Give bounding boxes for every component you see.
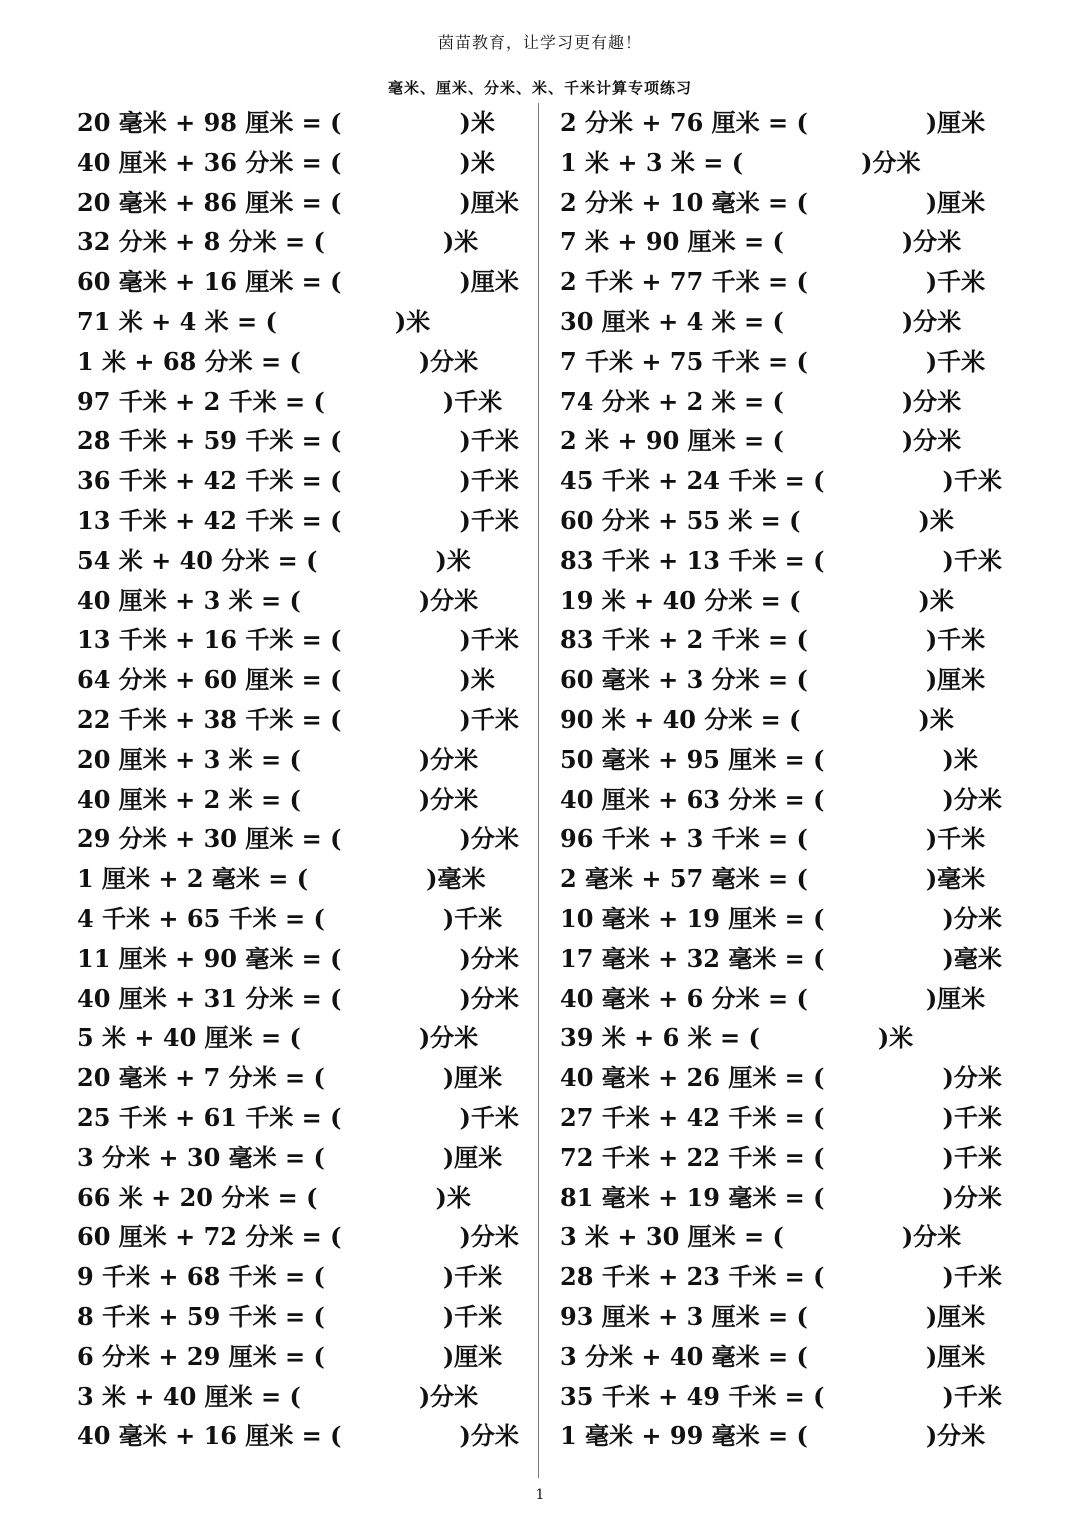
answer-unit: )厘米 [925,187,986,217]
answer-unit: )厘米 [925,983,986,1013]
problem-row [560,899,1020,939]
problem-expression: 1 毫米 + 99 毫米 = ( [560,1421,808,1451]
problem-expression: 6 分米 + 29 厘米 = ( [77,1341,325,1371]
problem-expression: 40 厘米 + 3 米 = ( [77,585,301,615]
problem-row [77,302,527,342]
problem-row [77,183,527,223]
problem-expression: 83 千米 + 13 千米 = ( [560,545,825,575]
problem-expression: 20 毫米 + 86 厘米 = ( [77,187,342,217]
problem-row [560,103,1020,143]
answer-unit: )厘米 [442,1341,503,1371]
problem-row [77,660,527,700]
problem-row [560,501,1020,541]
problem-row [77,262,527,302]
problem-expression: 39 米 + 6 米 = ( [560,1023,760,1053]
answer-unit: )米 [877,1023,914,1053]
problem-row [77,1018,527,1058]
answer-unit: )千米 [942,1262,1002,1292]
answer-unit: )分米 [418,585,479,615]
problem-row [560,1217,1020,1257]
problem-expression: 20 厘米 + 3 米 = ( [77,744,301,774]
problem-row [77,143,527,183]
problem-expression: 3 米 + 40 厘米 = ( [77,1381,301,1411]
problem-expression: 60 毫米 + 3 分米 = ( [560,665,808,695]
answer-unit: )千米 [925,625,986,655]
problem-expression: 2 分米 + 76 厘米 = ( [560,108,808,137]
problem-row [560,660,1020,700]
problem-row [77,859,527,899]
problem-expression: 9 千米 + 68 千米 = ( [77,1262,325,1292]
answer-unit: )千米 [942,1142,1002,1172]
answer-unit: )分米 [418,1381,479,1411]
problem-expression: 40 毫米 + 6 分米 = ( [560,983,808,1013]
problem-expression: 2 分米 + 10 毫米 = ( [560,187,808,217]
answer-unit: )分米 [925,1421,986,1451]
answer-unit: )分米 [861,147,921,177]
problem-row [77,899,527,939]
problem-expression: 17 毫米 + 32 毫米 = ( [560,943,825,973]
problem-expression: 27 千米 + 42 千米 = ( [560,1102,825,1132]
left-column [77,103,527,1456]
problem-expression: 40 厘米 + 63 分米 = ( [560,784,825,814]
answer-unit: )分米 [459,983,519,1013]
answer-unit: )千米 [942,545,1002,575]
problem-expression: 50 毫米 + 95 厘米 = ( [560,744,825,774]
problem-row [77,740,527,780]
answer-unit: )分米 [459,1421,519,1451]
problem-expression: 40 厘米 + 31 分米 = ( [77,983,342,1013]
problem-expression: 2 毫米 + 57 毫米 = ( [560,864,808,894]
problem-expression: 40 厘米 + 36 分米 = ( [77,147,342,177]
problem-row [77,1138,527,1178]
problem-row [560,819,1020,859]
worksheet-title: 毫米、厘米、分米、米、千米计算专项练习 [387,79,692,97]
problem-expression: 1 米 + 3 米 = ( [560,147,744,177]
answer-unit: )米 [442,227,479,257]
problem-row [560,222,1020,262]
answer-unit: )米 [918,505,954,535]
answer-unit: )千米 [442,1301,503,1331]
problem-expression: 72 千米 + 22 千米 = ( [560,1142,825,1172]
problem-expression: 28 千米 + 23 千米 = ( [560,1262,825,1292]
problem-expression: 83 千米 + 2 千米 = ( [560,625,808,655]
problem-row [560,1297,1020,1337]
problem-expression: 93 厘米 + 3 厘米 = ( [560,1301,808,1331]
answer-unit: )厘米 [925,665,986,695]
answer-unit: )厘米 [442,1063,503,1093]
answer-unit: )厘米 [459,187,519,217]
problem-expression: 96 千米 + 3 千米 = ( [560,824,808,854]
problem-row [77,1337,527,1377]
answer-unit: )分米 [901,426,962,456]
problem-expression: 32 分米 + 8 分米 = ( [77,227,325,257]
problem-row [560,700,1020,740]
answer-unit: )分米 [418,1023,479,1053]
problem-expression: 13 千米 + 42 千米 = ( [77,505,342,535]
answer-unit: )分米 [418,784,479,814]
problem-expression: 1 厘米 + 2 毫米 = ( [77,864,309,894]
problem-expression: 35 千米 + 49 千米 = ( [560,1381,825,1411]
answer-unit: )分米 [459,943,519,973]
answer-unit: )分米 [418,346,479,376]
problem-row [77,1377,527,1417]
problem-expression: 40 毫米 + 26 厘米 = ( [560,1063,825,1093]
problem-row [77,700,527,740]
problem-row [560,183,1020,223]
problem-row [77,342,527,382]
answer-unit: )米 [394,306,431,336]
answer-unit: )千米 [942,1381,1002,1411]
answer-unit: )分米 [942,903,1002,933]
answer-unit: )毫米 [942,943,1002,973]
problem-expression: 36 千米 + 42 千米 = ( [77,466,342,496]
problem-expression: 8 千米 + 59 千米 = ( [77,1301,325,1331]
answer-unit: )千米 [925,824,986,854]
answer-unit: )分米 [459,824,519,854]
problem-row [560,1178,1020,1218]
problem-row [560,143,1020,183]
problem-expression: 30 厘米 + 4 米 = ( [560,306,784,336]
answer-unit: )米 [459,108,495,137]
answer-unit: )分米 [901,1222,962,1252]
answer-unit: )厘米 [442,1142,503,1172]
problem-row [560,1098,1020,1138]
problem-expression: 90 米 + 40 分米 = ( [560,704,801,734]
problem-expression: 3 米 + 30 厘米 = ( [560,1222,784,1252]
answer-unit: )千米 [925,267,986,297]
problem-row [77,1098,527,1138]
problem-row [77,103,527,143]
problem-row [560,1018,1020,1058]
problem-row [560,740,1020,780]
answer-unit: )米 [918,585,954,615]
problem-expression: 97 千米 + 2 千米 = ( [77,386,325,416]
problem-expression: 64 分米 + 60 厘米 = ( [77,665,342,695]
problem-row [560,541,1020,581]
problem-expression: 29 分米 + 30 厘米 = ( [77,824,342,854]
answer-unit: )毫米 [925,864,986,894]
page-number: 1 [535,1487,545,1503]
problem-row [560,1416,1020,1456]
answer-unit: )千米 [459,625,519,655]
problem-row [77,1178,527,1218]
problem-row [560,342,1020,382]
problem-expression: 11 厘米 + 90 毫米 = ( [77,943,342,973]
answer-unit: )千米 [459,466,519,496]
problem-row [77,1416,527,1456]
problem-expression: 7 千米 + 75 千米 = ( [560,346,808,376]
answer-unit: )千米 [459,505,519,535]
answer-unit: )厘米 [925,1301,986,1331]
problem-row [560,859,1020,899]
problem-row [77,222,527,262]
problem-expression: 54 米 + 40 分米 = ( [77,545,318,575]
answer-unit: )厘米 [459,267,519,297]
problem-row [560,1257,1020,1297]
problem-expression: 40 厘米 + 2 米 = ( [77,784,301,814]
problem-expression: 66 米 + 20 分米 = ( [77,1182,318,1212]
answer-unit: )米 [918,704,954,734]
problem-row [77,780,527,820]
answer-unit: )毫米 [426,864,486,894]
problem-row [77,501,527,541]
answer-unit: )千米 [459,426,519,456]
answer-unit: )分米 [901,386,962,416]
problem-expression: 20 毫米 + 7 分米 = ( [77,1063,325,1093]
problem-row [560,939,1020,979]
answer-unit: )千米 [442,903,503,933]
problem-row [77,979,527,1019]
problem-row [77,382,527,422]
answer-unit: )分米 [418,744,479,774]
problem-expression: 28 千米 + 59 千米 = ( [77,426,342,456]
problem-expression: 45 千米 + 24 千米 = ( [560,466,825,496]
problem-row [560,302,1020,342]
problem-expression: 3 分米 + 30 毫米 = ( [77,1142,325,1172]
right-column [560,103,1020,1456]
answer-unit: )分米 [942,784,1002,814]
problem-row [77,1297,527,1337]
answer-unit: )分米 [942,1182,1002,1212]
problem-expression: 71 米 + 4 米 = ( [77,306,277,336]
answer-unit: )米 [459,147,495,177]
problem-row [77,581,527,621]
answer-unit: )米 [435,1182,471,1212]
problem-expression: 7 米 + 90 厘米 = ( [560,227,784,257]
problem-expression: 22 千米 + 38 千米 = ( [77,704,342,734]
problem-row [560,1377,1020,1417]
problem-row [560,780,1020,820]
answer-unit: )分米 [459,1222,519,1252]
answer-unit: )厘米 [925,1341,986,1371]
answer-unit: )米 [942,744,978,774]
problem-expression: 60 分米 + 55 米 = ( [560,505,801,535]
problem-expression: 13 千米 + 16 千米 = ( [77,625,342,655]
problem-expression: 2 米 + 90 厘米 = ( [560,426,784,456]
problem-row [77,620,527,660]
answer-unit: )分米 [901,306,962,336]
problem-row [77,1058,527,1098]
problem-expression: 60 毫米 + 16 厘米 = ( [77,267,342,297]
answer-unit: )千米 [942,466,1002,496]
problem-row [560,1058,1020,1098]
problem-expression: 81 毫米 + 19 毫米 = ( [560,1182,825,1212]
answer-unit: )米 [459,665,495,695]
problem-row [560,620,1020,660]
problem-row [77,541,527,581]
problem-row [77,421,527,461]
answer-unit: )千米 [925,346,986,376]
answer-unit: )千米 [459,1102,519,1132]
problem-expression: 40 毫米 + 16 厘米 = ( [77,1421,342,1451]
answer-unit: )千米 [442,1262,503,1292]
problem-row [560,421,1020,461]
problem-row [560,461,1020,501]
problem-expression: 3 分米 + 40 毫米 = ( [560,1341,808,1371]
problem-expression: 4 千米 + 65 千米 = ( [77,903,325,933]
problem-row [77,939,527,979]
problem-expression: 74 分米 + 2 米 = ( [560,386,784,416]
problem-row [77,461,527,501]
problem-row [560,382,1020,422]
problem-expression: 25 千米 + 61 千米 = ( [77,1102,342,1132]
answer-unit: )千米 [942,1102,1002,1132]
problem-expression: 1 米 + 68 分米 = ( [77,346,301,376]
answer-unit: )厘米 [925,108,986,137]
problem-expression: 2 千米 + 77 千米 = ( [560,267,808,297]
problem-row [560,1138,1020,1178]
problem-row [77,1257,527,1297]
page-header: 茵苗教育，让学习更有趣！ [437,33,642,52]
problem-row [560,262,1020,302]
column-divider [538,103,539,1478]
answer-unit: )分米 [901,227,962,257]
answer-unit: )千米 [459,704,519,734]
answer-unit: )米 [435,545,471,575]
problem-row [560,1337,1020,1377]
problem-expression: 5 米 + 40 厘米 = ( [77,1023,301,1053]
answer-unit: )千米 [442,386,503,416]
answer-unit: )分米 [942,1063,1002,1093]
problem-row [560,581,1020,621]
problem-expression: 10 毫米 + 19 厘米 = ( [560,903,825,933]
problem-row [77,1217,527,1257]
problem-row [77,819,527,859]
problem-expression: 19 米 + 40 分米 = ( [560,585,801,615]
problem-row [560,979,1020,1019]
problem-expression: 20 毫米 + 98 厘米 = ( [77,108,342,137]
problem-expression: 60 厘米 + 72 分米 = ( [77,1222,342,1252]
